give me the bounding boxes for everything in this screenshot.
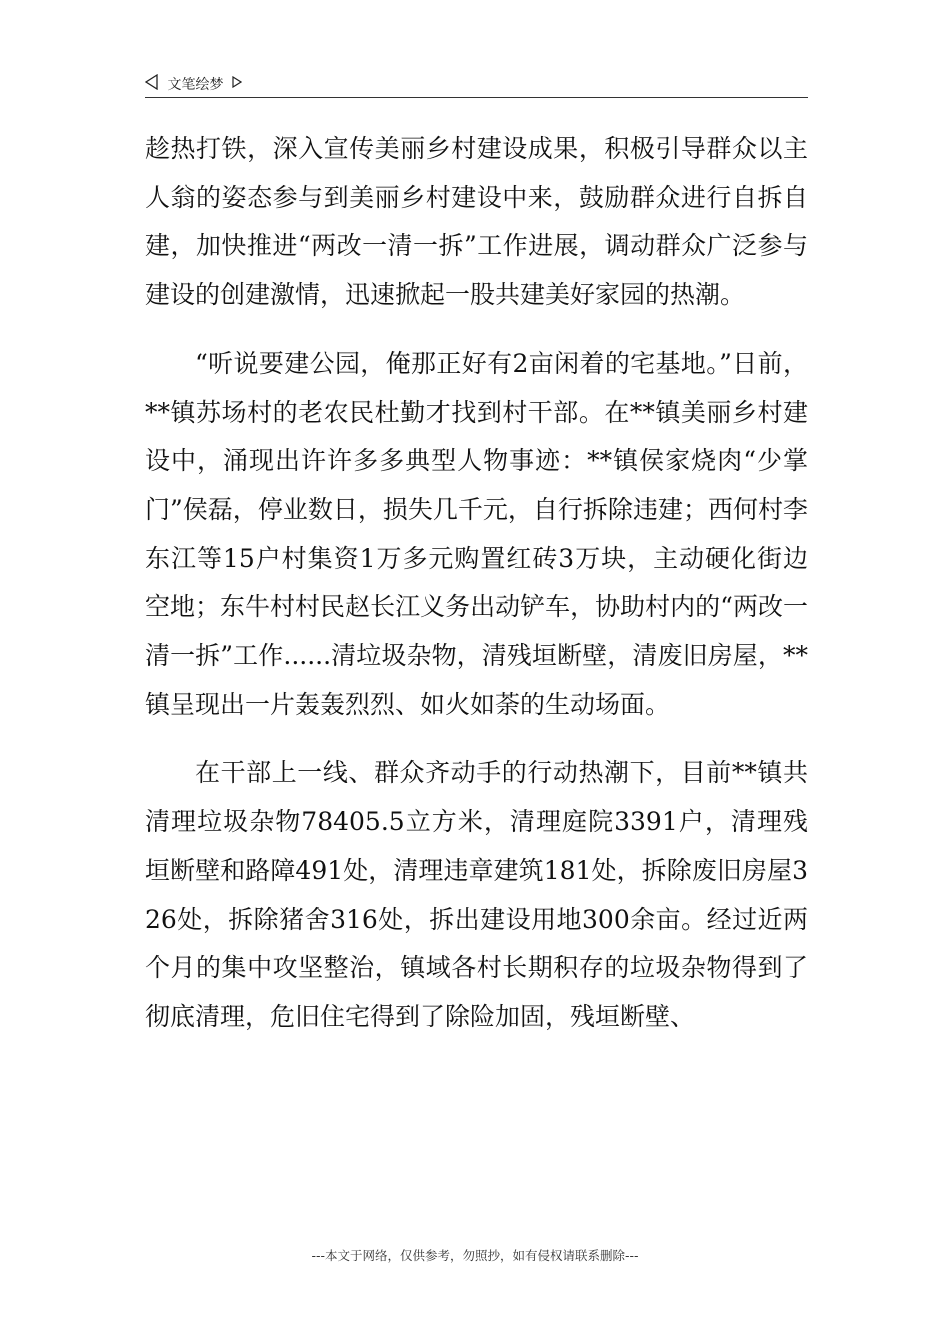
- header-title: 文笔绘梦: [167, 77, 224, 93]
- footer-notice: ---本文于网络，仅供参考，勿照抄，如有侵权请联系删除---: [311, 1248, 639, 1263]
- triangle-right-icon: [232, 76, 242, 92]
- paragraph-2: “听说要建公园，俺那正好有2亩闲着的宅基地。”日前，**镇苏场村的老农民杜勤才找到村干部。在**镇美丽乡村建设中，涌现出许许多多典型人物事迹：**镇侯家烧肉“少掌门”侯磊，停业数日，损失几千元，自行拆除违建；西何村李东江等15户村集资1万多元购置红砖3万块，主动硬化街边空地；东牛村村民赵长江义务出动铲车，协助村内的“两改一清一拆”工作......清垃圾杂物，清残垣断壁，清废旧房屋，**镇呈现出一片轰轰烈烈、如火如荼的生动场面。: [145, 348, 808, 719]
- triangle-left-icon: [145, 74, 159, 94]
- document-body: [145, 125, 808, 1042]
- paragraph-3: 在干部上一线、群众齐动手的行动热潮下，目前**镇共清理垃圾杂物78405.5立方米，清理庭院3391户，清理残垣断壁和路障491处，清理违章建筑181处，拆除废旧房屋326处，拆除猪舍316处，拆出建设用地300余亩。经过近两个月的集中攻坚整治，镇域各村长期积存的垃圾杂物得到了彻底清理，危旧住宅得到了除险加固，残垣断壁、: [145, 758, 808, 1031]
- page-header: [145, 74, 808, 96]
- header-divider: [145, 97, 808, 98]
- paragraph-1: 趁热打铁，深入宣传美丽乡村建设成果，积极引导群众以主人翁的姿态参与到美丽乡村建设中来，鼓励群众进行自拆自建，加快推进“两改一清一拆”工作进展，调动群众广泛参与建设的创建激情，迅速掀起一股共建美好家园的热潮。: [145, 134, 808, 310]
